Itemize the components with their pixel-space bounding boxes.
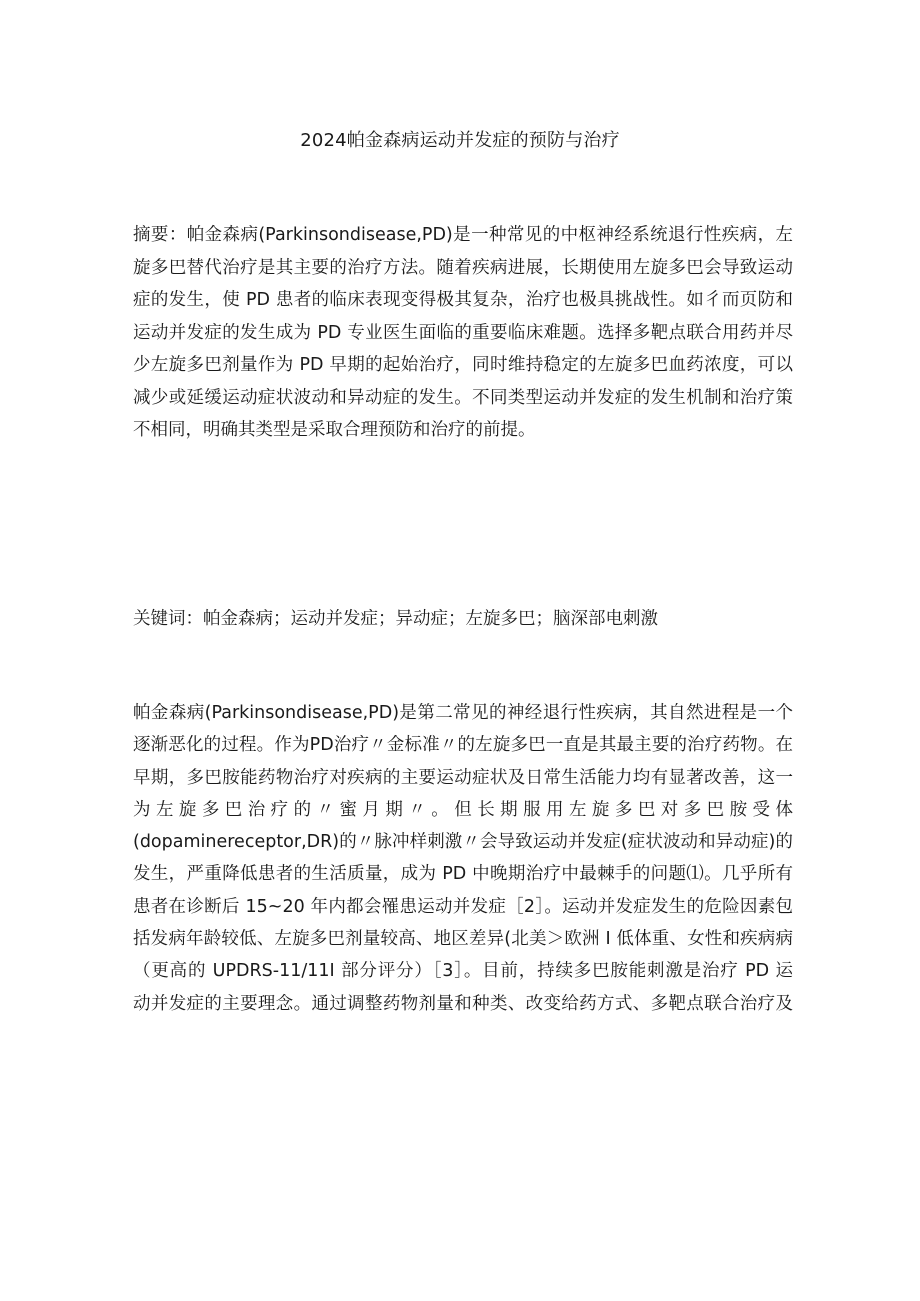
- body-line: 患者在诊断后 15~20 年内都会罹患运动并发症［2］。运动并发症发生的危险因素包: [133, 896, 793, 917]
- body-line: 动并发症的主要理念。通过调整药物剂量和种类、改变给药方式、多靶点联合治疗及: [133, 993, 793, 1014]
- body-line: 帕金森病(Parkinsondisease,PD)是第二常见的神经退行性疾病，其自然进程是一个: [133, 703, 793, 723]
- abstract-line: 摘要：帕金森病(Parkinsondisease,PD)是一种常见的中枢神经系统退行性疾病，左: [133, 225, 793, 245]
- body-line: (dopaminereceptor,DR)的〃脉冲样刺激〃会导致运动并发症(症状波动和异动症)的: [133, 832, 793, 853]
- body-line: 早期，多巴胺能药物治疗对疾病的主要运动症状及日常生活能力均有显著改善，这一: [133, 767, 793, 788]
- abstract-line: 少左旋多巴剂量作为 PD 早期的起始治疗，同时维持稳定的左旋多巴血药浓度，可以: [133, 355, 793, 375]
- abstract-line: 不相同，明确其类型是采取合理预防和治疗的前提。: [133, 420, 536, 440]
- abstract-line: 旋多巴替代治疗是其主要的治疗方法。随着疾病进展，长期使用左旋多巴会导致运动: [133, 257, 793, 278]
- body-line: （更高的 UPDRS-11/11I 部分评分）［3］。目前，持续多巴胺能刺激是治疗 PD 运: [133, 961, 793, 982]
- abstract-line: 症的发生，使 PD 患者的临床表现变得极其复杂，治疗也极具挑战性。如彳而页防和: [133, 290, 793, 310]
- body-line: 发生，严重降低患者的生活质量，成为 PD 中晚期治疗中最棘手的问题⑴。几乎所有: [133, 864, 793, 885]
- body-line: 括发病年龄较低、左旋多巴剂量较高、地区差异(北美＞欧洲 I 低体重、女性和疾病病: [133, 929, 793, 950]
- abstract-paragraph: [133, 219, 793, 447]
- body-line: 逐渐恶化的过程。作为PD治疗〃金标准〃的左旋多巴一直是其最主要的治疗药物。在: [133, 735, 793, 756]
- keywords-line: 关键词：帕金森病；运动并发症；异动症；左旋多巴；脑深部电刺激: [133, 609, 658, 629]
- abstract-line: 运动并发症的发生成为 PD 专业医生面临的重要临床难题。选择多靶点联合用药并尽: [133, 322, 793, 343]
- keywords-paragraph: [133, 603, 793, 635]
- body-line: 为左旋多巴治疗的〃蜜月期〃。但长期服用左旋多巴对多巴胺受体: [133, 799, 793, 820]
- abstract-line: 减少或延缓运动症状波动和异动症的发生。不同类型运动并发症的发生机制和治疗策: [133, 387, 793, 408]
- document-title: 2024帕金森病运动并发症的预防与治疗: [300, 130, 620, 151]
- body-paragraph: [133, 697, 793, 1020]
